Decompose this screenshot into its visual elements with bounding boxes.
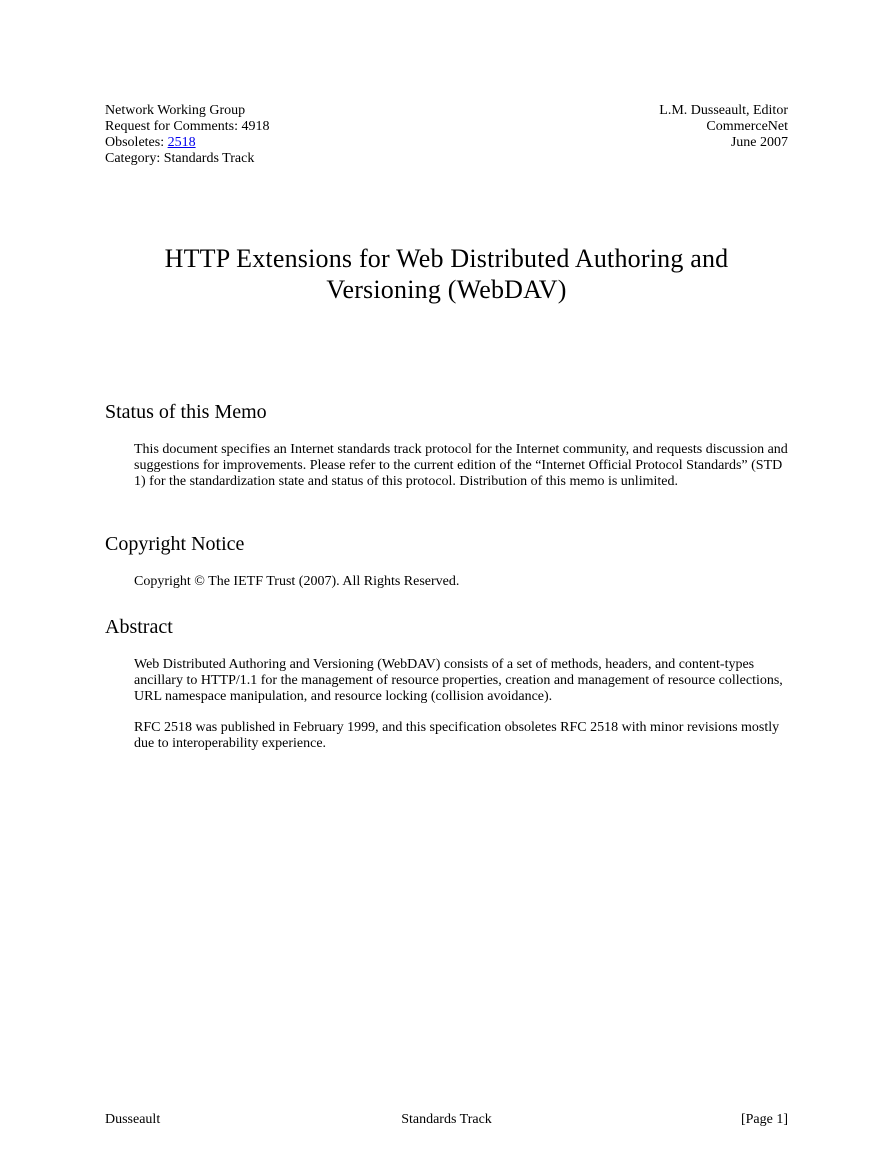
header-right-block — [659, 103, 788, 151]
abstract-paragraph-2: RFC 2518 was published in February 1999, and this specification obsoletes RFC 2518 with minor revisions mostly due to interoperability experience. — [134, 720, 780, 751]
footer-author: Dusseault — [105, 1112, 161, 1127]
copyright-heading: Copyright Notice — [105, 533, 245, 555]
rfc-number: Request for Comments: 4918 — [105, 119, 270, 134]
publication-date: June 2007 — [730, 135, 788, 150]
document-title — [105, 243, 788, 305]
author-editor: L.M. Dusseault, Editor — [659, 103, 788, 118]
status-text: This document specifies an Internet standards track protocol for the Internet community, and requests discussion and suggestions for improvements. Please refer to the current edition of the “Internet Official Protocol Standards” (STD 1) for the standardization state and status of this protocol. Distribution of this memo is unlimited. — [134, 442, 788, 489]
obsoletes-link[interactable]: 2518 — [167, 135, 196, 150]
organization: CommerceNet — [706, 119, 788, 134]
abstract-paragraph-1: Web Distributed Authoring and Versioning (WebDAV) consists of a set of methods, headers, and content-types ancillary to HTTP/1.1 for the management of resource properties, creation and management of resource collections, URL namespace manipulation, and resource locking (collision avoidance). — [134, 657, 783, 704]
obsoletes-line — [105, 135, 270, 151]
status-heading: Status of this Memo — [105, 401, 267, 423]
title-line-1: HTTP Extensions for Web Distributed Authoring and — [164, 244, 729, 273]
footer-category: Standards Track — [401, 1112, 492, 1127]
working-group: Network Working Group — [105, 103, 246, 118]
header-left-block — [105, 103, 270, 167]
title-line-2: Versioning (WebDAV) — [326, 275, 567, 304]
obsoletes-label: Obsoletes: — [105, 135, 168, 150]
category: Category: Standards Track — [105, 151, 255, 166]
copyright-text: Copyright © The IETF Trust (2007). All Rights Reserved. — [134, 574, 460, 589]
abstract-heading: Abstract — [105, 616, 173, 638]
footer-page-number: [Page 1] — [740, 1112, 788, 1127]
